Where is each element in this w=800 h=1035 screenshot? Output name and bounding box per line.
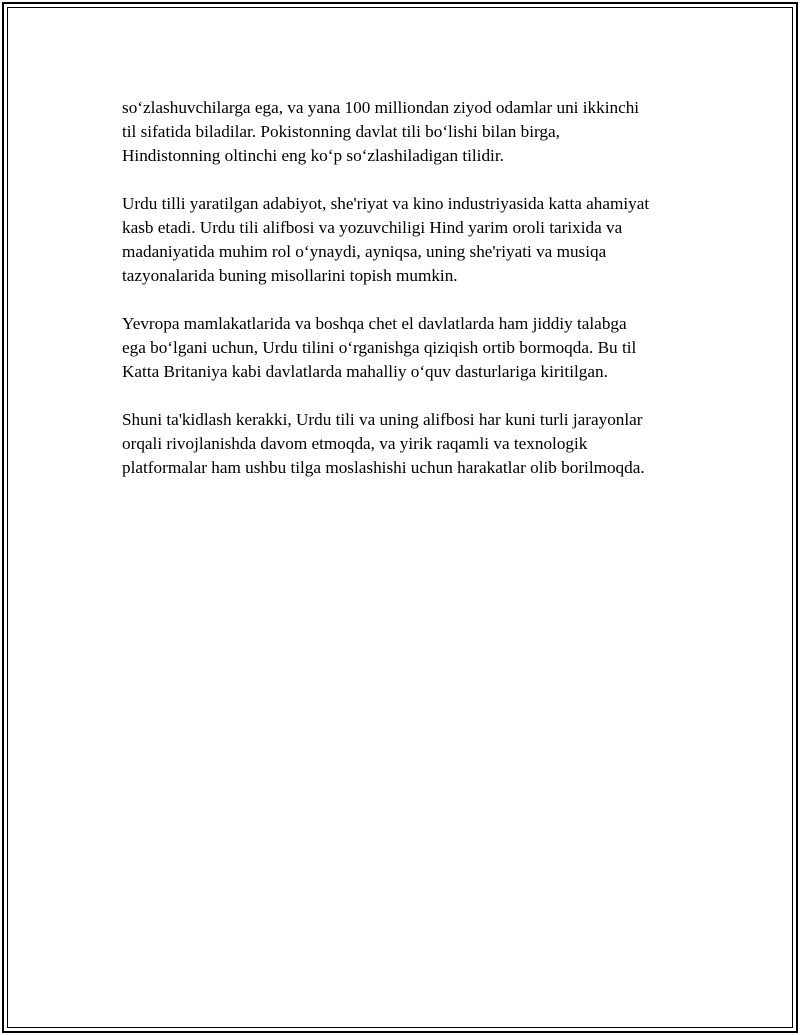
paragraph-line: Hindistonning oltinchi eng ko‘p so‘zlashiladigan tilidir. (122, 146, 504, 165)
page-border (2, 2, 798, 1033)
paragraph-1 (122, 96, 707, 168)
paragraph-2 (122, 192, 707, 288)
paragraph-line: platformalar ham ushbu tilga moslashishi uchun harakatlar olib borilmoqda. (122, 458, 645, 477)
paragraph-line: madaniyatida muhim rol o‘ynaydi, ayniqsa, uning she'riyati va musiqa (122, 242, 607, 261)
paragraph-line: Urdu tilli yaratilgan adabiyot, she'riyat va kino industriyasida katta ahamiyat (122, 194, 650, 213)
paragraph-line: ega bo‘lgani uchun, Urdu tilini o‘rganishga qiziqish ortib bormoqda. Bu til (122, 338, 637, 357)
document-body (122, 96, 707, 504)
paragraph-line: Shuni ta'kidlash kerakki, Urdu tili va uning alifbosi har kuni turli jarayonlar (122, 410, 643, 429)
paragraph-3 (122, 312, 707, 384)
paragraph-line: Yevropa mamlakatlarida va boshqa chet el davlatlarda ham jiddiy talabga (122, 314, 627, 333)
paragraph-line: kasb etadi. Urdu tili alifbosi va yozuvchiligi Hind yarim oroli tarixida va (122, 218, 623, 237)
paragraph-line: til sifatida biladilar. Pokistonning davlat tili bo‘lishi bilan birga, (122, 122, 560, 141)
paragraph-line: orqali rivojlanishda davom etmoqda, va yirik raqamli va texnologik (122, 434, 588, 453)
paragraph-line: tazyonalarida buning misollarini topish mumkin. (122, 266, 458, 285)
paragraph-4 (122, 408, 707, 480)
paragraph-line: so‘zlashuvchilarga ega, va yana 100 milliondan ziyod odamlar uni ikkinchi (122, 98, 640, 117)
paragraph-line: Katta Britaniya kabi davlatlarda mahalliy o‘quv dasturlariga kiritilgan. (122, 362, 608, 381)
